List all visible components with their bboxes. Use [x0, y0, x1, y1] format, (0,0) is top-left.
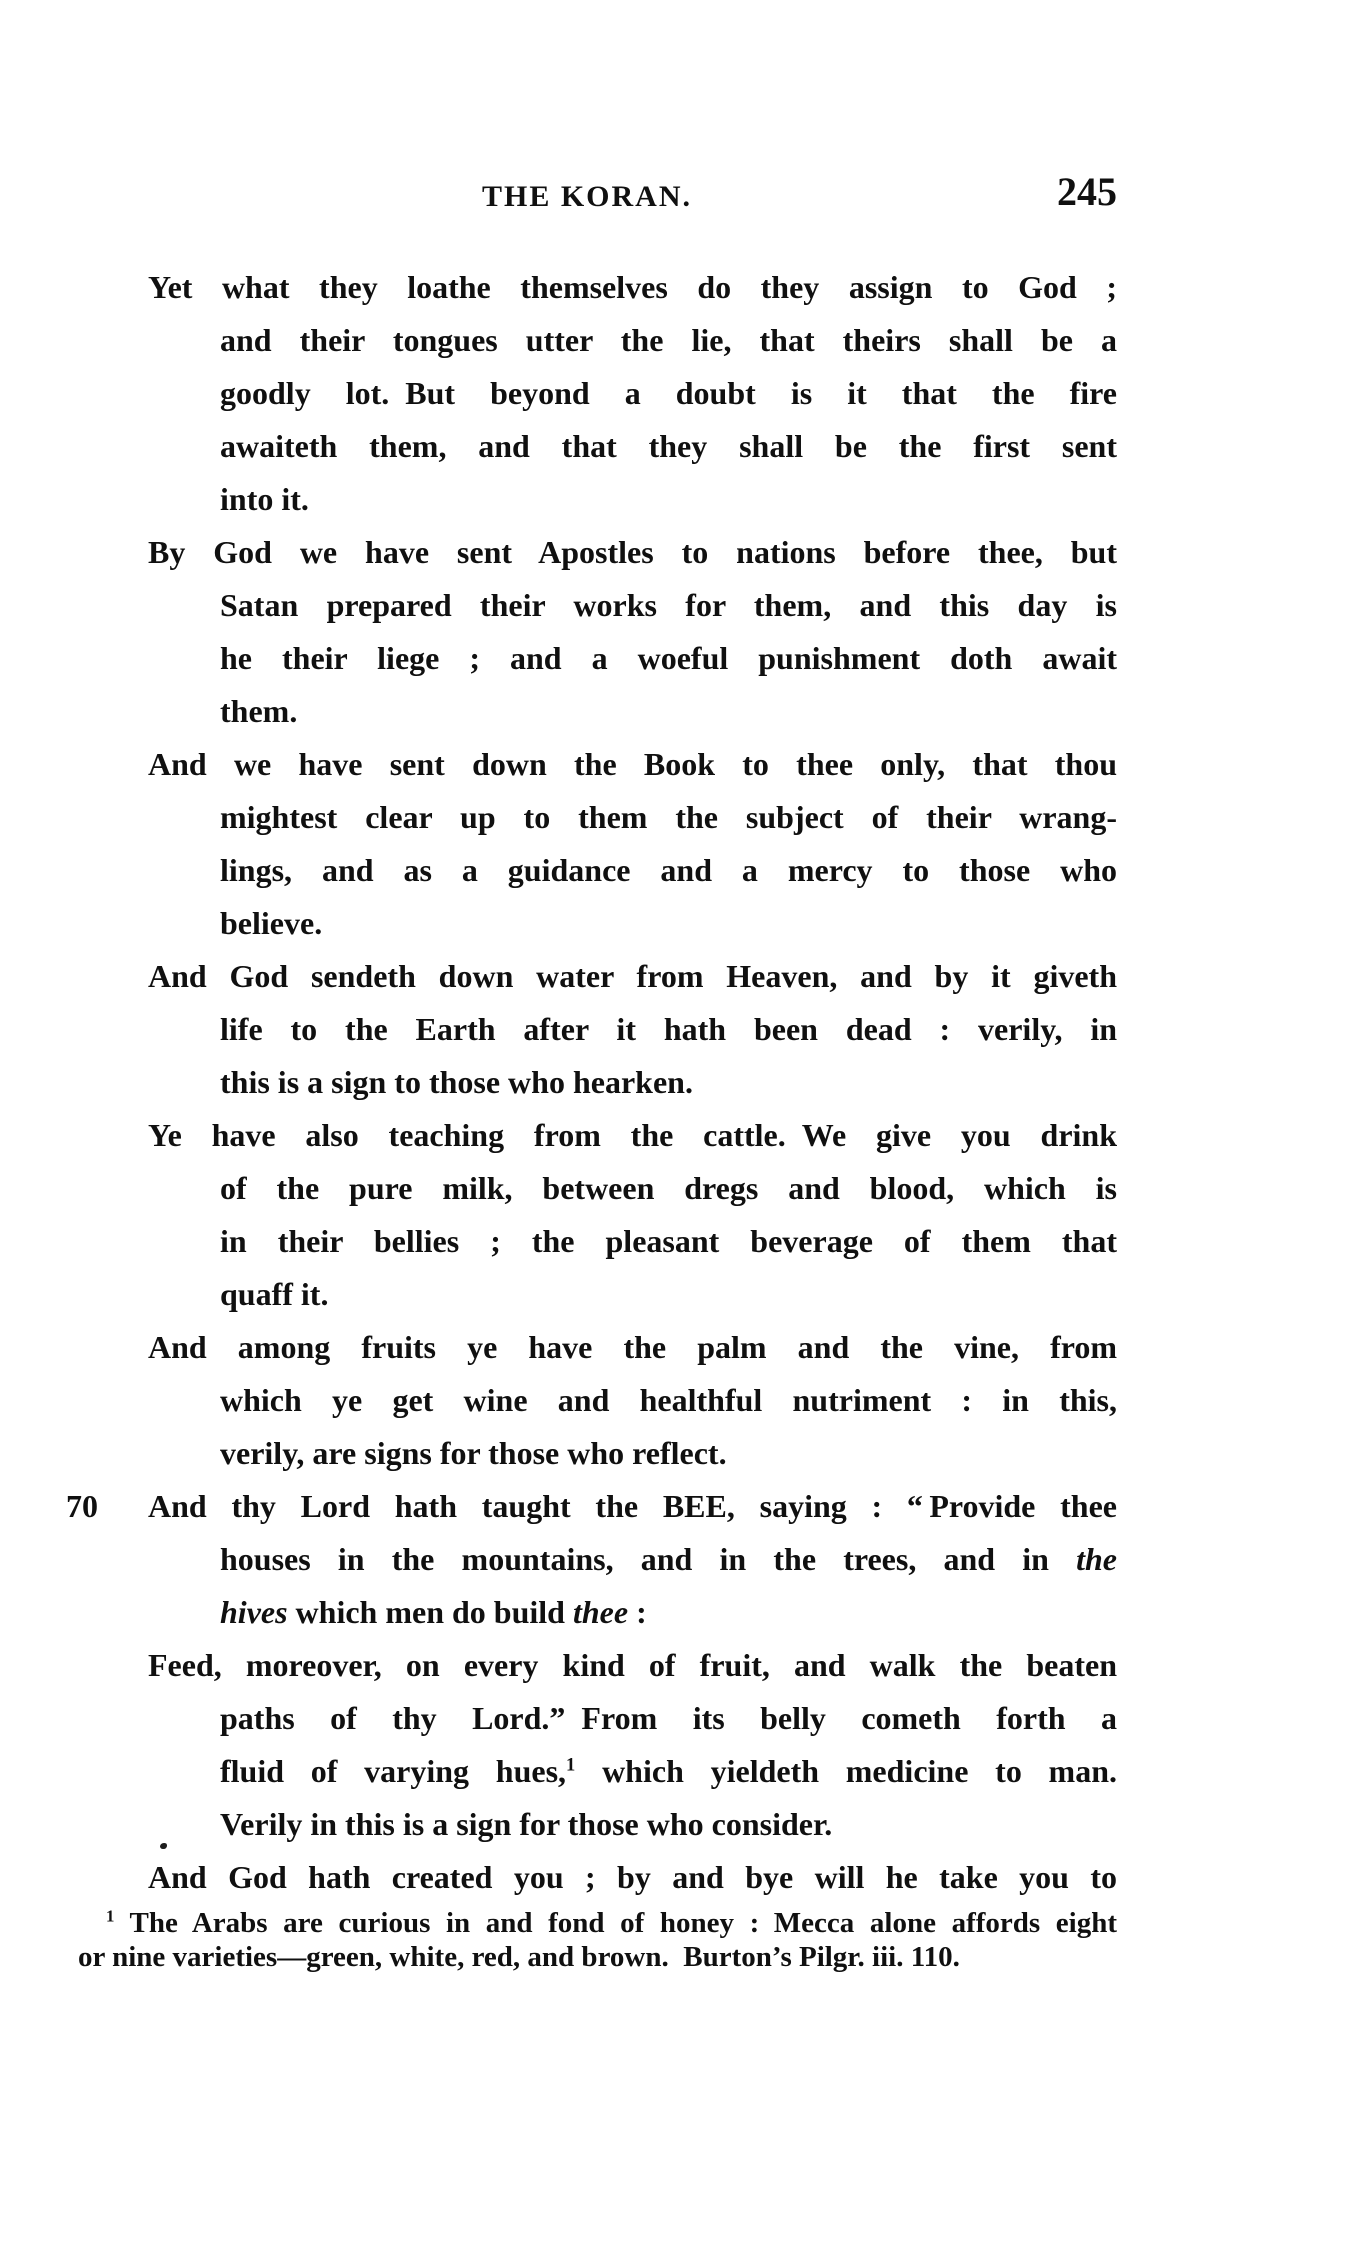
text-line [148, 1321, 1117, 1374]
text-line [220, 1162, 1117, 1215]
verse-paragraph [148, 950, 1117, 1109]
text-line [220, 367, 1117, 420]
text-run: houses in the mountains, and in the trees, and in [220, 1541, 1077, 1577]
ink-speck [160, 1843, 167, 1849]
text-line [148, 526, 1117, 579]
verse-paragraph [148, 526, 1117, 738]
text-line [220, 473, 1117, 526]
text-line [148, 950, 1117, 1003]
text-run: Yet what they loathe themselves do they assign to God ; [148, 269, 1117, 305]
text-run: awaiteth them, and that they shall be the first sent [220, 428, 1117, 464]
text-line [220, 1374, 1117, 1427]
text-run: And we have sent down the Book to thee only, that thou [148, 746, 1117, 782]
text-line [220, 632, 1117, 685]
text-run: Ye have also teaching from the cattle. We give you drink [148, 1117, 1117, 1153]
text-line [148, 1480, 1117, 1533]
text-line [220, 1798, 1117, 1851]
text-line [78, 1906, 1117, 1940]
text-run: into it. [220, 481, 309, 517]
italic-run: hives [220, 1594, 288, 1630]
text-run: Satan prepared their works for them, and this day is [220, 587, 1117, 623]
text-run: verily, are signs for those who reflect. [220, 1435, 727, 1471]
text-run: : [628, 1594, 647, 1630]
text-run: fluid of varying hues, [220, 1753, 567, 1789]
text-run: mightest clear up to them the subject of their wrang- [220, 799, 1117, 835]
superscript-ref: 1 [566, 1754, 576, 1776]
text-run: which ye get wine and healthful nutriment : in this, [220, 1382, 1117, 1418]
text-line [220, 844, 1117, 897]
text-run: believe. [220, 905, 323, 941]
text-line [220, 1745, 1117, 1798]
text-line [220, 897, 1117, 950]
text-line [220, 1586, 1117, 1639]
text-run: paths of thy Lord.” From its belly cometh forth a [220, 1700, 1117, 1736]
text-run: which men do build [287, 1594, 573, 1630]
verse-paragraph [148, 1109, 1117, 1321]
text-line [148, 1639, 1117, 1692]
text-run: And God hath created you ; by and bye will he take you to [148, 1859, 1117, 1895]
text-line [78, 1940, 1117, 1974]
verse-block [66, 261, 1118, 1904]
italic-run: thee [572, 1594, 629, 1630]
text-run: And God sendeth down water from Heaven, and by it giveth [148, 958, 1117, 994]
italic-run: the [1076, 1541, 1117, 1577]
text-line [220, 1692, 1117, 1745]
text-run: life to the Earth after it hath been dead : verily, in [220, 1011, 1117, 1047]
text-run: lings, and as a guidance and a mercy to those who [220, 852, 1117, 888]
text-run: goodly lot. But beyond a doubt is it that the fire [220, 375, 1117, 411]
verse-paragraph [148, 261, 1117, 526]
text-line [220, 1056, 1117, 1109]
text-line [220, 1427, 1117, 1480]
verse-paragraph [148, 1851, 1117, 1904]
footnote-block [78, 1906, 1117, 1974]
text-run: The Arabs are curious in and fond of honey : Mecca alone affords eight [114, 1907, 1117, 1939]
verse-paragraph [148, 738, 1117, 950]
text-run: he their liege ; and a woeful punishment doth await [220, 640, 1117, 676]
text-line [148, 1109, 1117, 1162]
text-line [148, 261, 1117, 314]
text-run: them. [220, 693, 298, 729]
superscript-ref: 1 [106, 1906, 115, 1926]
verse-paragraph [148, 1639, 1118, 1851]
verse-paragraph [66, 1480, 1117, 1639]
text-run: And thy Lord hath taught the BEE, saying : “ Provide thee [148, 1488, 1117, 1524]
text-line [220, 1215, 1117, 1268]
text-line [220, 1533, 1117, 1586]
verse-paragraph [148, 1321, 1117, 1480]
text-line [220, 420, 1117, 473]
text-run: By God we have sent Apostles to nations before thee, but [148, 534, 1117, 570]
text-run: in their bellies ; the pleasant beverage of them that [220, 1223, 1117, 1259]
text-run: of the pure milk, between dregs and blood, which is [220, 1170, 1117, 1206]
text-line [148, 738, 1117, 791]
text-run: and their tongues utter the lie, that theirs shall be a [220, 322, 1117, 358]
text-line [220, 1003, 1117, 1056]
running-header-title: THE KORAN. [481, 180, 693, 213]
text-line [220, 685, 1117, 738]
text-run: And among fruits ye have the palm and the vine, from [148, 1329, 1117, 1365]
verse-number: 70 [66, 1488, 98, 1524]
text-run: which yieldeth medicine to man. [575, 1753, 1118, 1789]
text-run: Verily in this is a sign for those who consider. [220, 1806, 833, 1842]
text-run: or nine varieties—green, white, red, and brown. Burton’s Pilgr. iii. 110. [78, 1941, 960, 1973]
text-run: quaff it. [220, 1276, 329, 1312]
text-line [220, 314, 1117, 367]
text-run: Feed, moreover, on every kind of fruit, and walk the beaten [148, 1647, 1117, 1683]
text-line [220, 791, 1117, 844]
text-run: this is a sign to those who hearken. [220, 1064, 693, 1100]
text-line [220, 579, 1117, 632]
text-line [220, 1268, 1117, 1321]
page-number: 245 [1057, 169, 1117, 214]
text-line [148, 1851, 1117, 1904]
